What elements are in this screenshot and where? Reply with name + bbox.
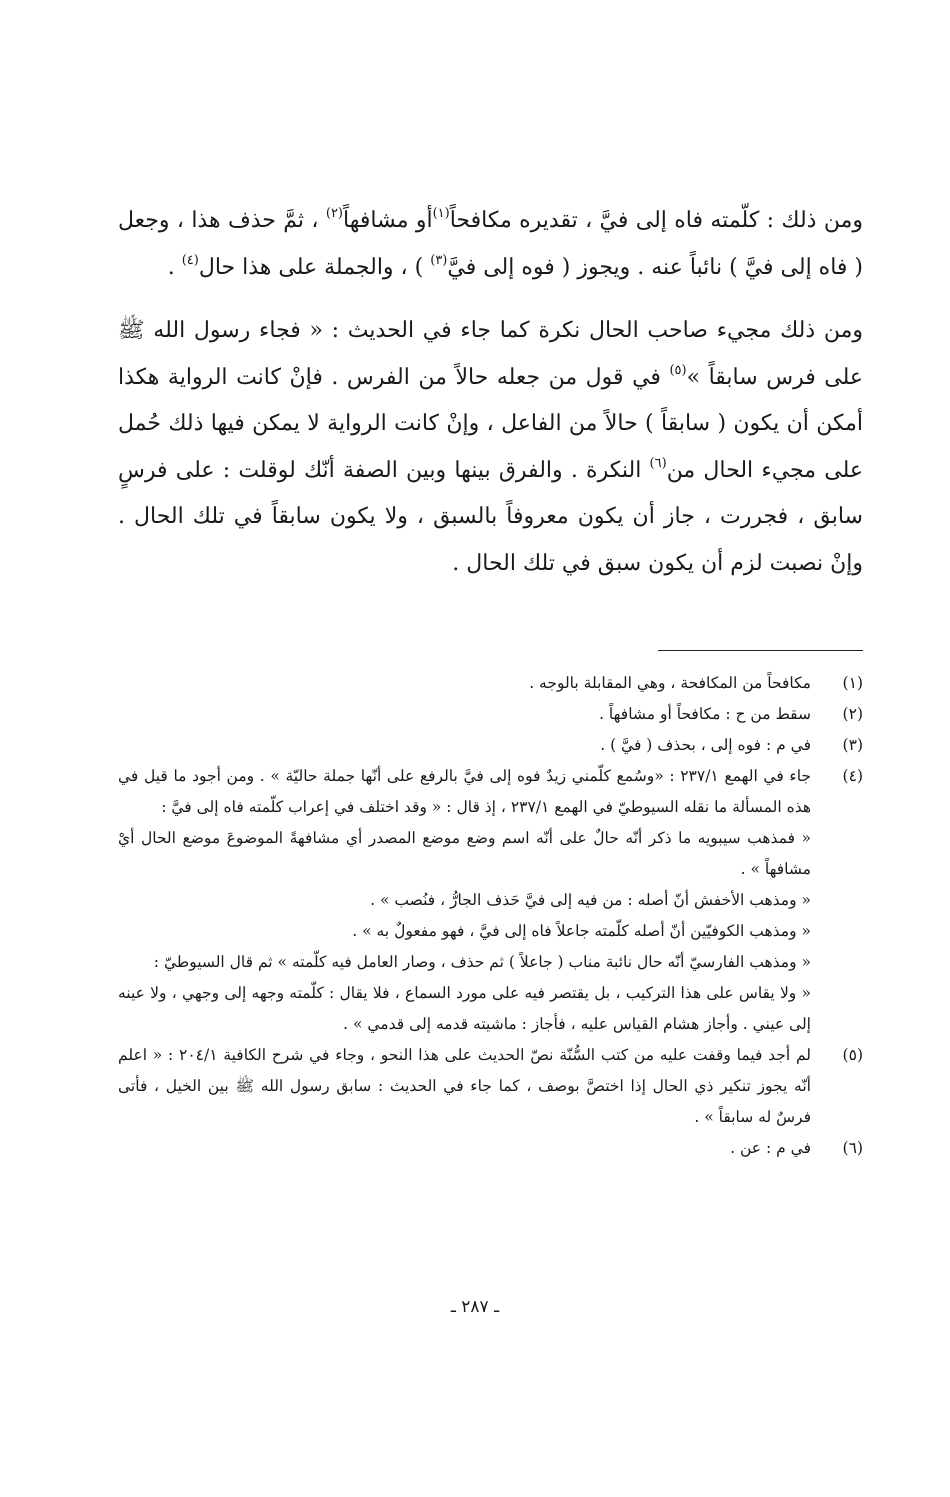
footnote-line: « ومذهب الفارسيّ أنّه حال نائبة مناب ( جاعلاً ) ثم حذف ، وصار العامل فيه كلّمته » ثم قال السيوطيّ : — [153, 953, 811, 971]
footnote-reference: (٢) — [325, 206, 343, 221]
footnote-number: (٦) — [842, 1139, 863, 1157]
text-segment: أو مشافهاً — [343, 208, 433, 233]
footnote — [118, 761, 863, 1040]
footnote — [118, 730, 863, 761]
footnote-text — [118, 1133, 811, 1164]
text-segment: ومن ذلك : كلّمته فاه إلى فيَّ ، تقديره مكافحاً — [449, 208, 863, 233]
footnote-text — [118, 761, 811, 1040]
main-text — [118, 198, 863, 587]
footnotes — [118, 668, 863, 1164]
paragraph — [118, 198, 863, 291]
footnote-line: سقط من ح : مكافحاً أو مشافهاً . — [599, 705, 811, 723]
footnote — [118, 1133, 863, 1164]
footnote-text — [118, 1040, 811, 1133]
text-segment: النكرة . والفرق بينها وبين الصفة أنّك لوقلت : على فرسٍ سابق ، فجررت ، جاز أن يكون معروفاً بالسبق ، ولا يكون سابقاً في تلك الحال . وإنْ نصبت لزم أن يكون سبق في تلك الحال . — [118, 457, 863, 576]
footnote-line: في م : فوه إلى ، بحذف ( فيَّ ) . — [600, 736, 811, 754]
footnote — [118, 668, 863, 699]
text-segment: ) ، والجملة على هذا حال — [198, 254, 431, 280]
footnote-line: لم أجد فيما وقفت عليه من كتب السُّنّة نصّ الحديث على هذا النحو ، وجاء في شرح الكافية ٢٠٤/١ : « اعلم أنّه يجوز تنكير ذي الحال إذا اختصَّ بوصف ، كما جاء في الحديث : سابق رسول الله ﷺ بين الخيل ، فأتى فرسٌ له سابقاً » . — [118, 1046, 811, 1126]
footnote-number: (٥) — [842, 1046, 863, 1064]
footnote-text — [118, 699, 811, 730]
footnote-line: جاء في الهمع ٢٣٧/١ : «وسُمع كلّمني زيدٌ فوه إلى فيَّ بالرفع على أنّها جملة حاليّة » . ومن أجود ما قيل في هذه المسألة ما نقله السيوطيّ في الهمع ٢٣٧/١ ، إذ قال : « وقد اختلف في إعراب كلّمته فاه إلى فيَّ : — [118, 767, 811, 816]
footnote — [118, 1040, 863, 1133]
footnote — [118, 699, 863, 730]
footnote-line: مكافحاً من المكافحة ، وهي المقابلة بالوجه . — [529, 674, 811, 692]
text-segment: . — [167, 254, 182, 280]
footnote-separator — [658, 650, 863, 651]
footnote-reference: (٤) — [181, 252, 199, 268]
footnote-line: « ولا يقاس على هذا التركيب ، بل يقتصر فيه على مورد السماع ، فلا يقال : كلّمته وجهه إلى وجهي ، ولا عينه إلى عيني . وأجاز هشام القياس عليه ، فأجاز : ماشيته قدمه إلى قدمي » . — [118, 984, 811, 1033]
footnote-number: (٣) — [842, 736, 863, 754]
text-segment: ، ثمَّ حذف هذا ، وجعل ( فاه إلى فيَّ ) نائباً عنه . ويجوز ( فوه إلى فيَّ — [118, 208, 863, 280]
footnote-line: في م : عن . — [730, 1139, 811, 1157]
footnote-number: (١) — [842, 674, 863, 692]
footnote-number: (٤) — [842, 767, 863, 785]
text-segment: في قول من جعله حالاً من الفرس . فإنْ كانت الرواية هكذا أمكن أن يكون ( سابقاً ) حالاً من الفاعل ، وإنْ كانت الرواية لا يمكن فيها ذلك حُمل على مجيء الحال من — [118, 364, 863, 483]
footnote-text — [118, 668, 811, 699]
footnote-reference: (٣) — [430, 252, 448, 268]
footnote-reference: (١) — [432, 206, 450, 221]
footnote-reference: (٥) — [669, 362, 687, 378]
text-segment: ومن ذلك مجيء صاحب الحال نكرة كما جاء في الحديث : « فجاء رسول الله ﷺ على فرس سابقاً » — [118, 318, 863, 390]
page-number: ـ ٢٨٧ ـ — [450, 1297, 500, 1317]
footnote-line: « ومذهب الكوفيّين أنّ أصله كلّمته جاعلاً فاه إلى فيَّ ، فهو مفعولٌ به » . — [352, 922, 811, 940]
footnote-line: « فمذهب سيبويه ما ذكر أنّه حالٌ على أنّه اسم وضع موضع المصدر أي مشافهةً الموضوعَ موضع الحال أيْ مشافهاً » . — [118, 829, 811, 878]
footnote-reference: (٦) — [649, 455, 667, 471]
footnote-text — [118, 730, 811, 761]
paragraph — [118, 308, 863, 587]
footnote-number: (٢) — [842, 705, 863, 723]
footnote-line: « ومذهب الأخفش أنّ أصله : من فيه إلى فيَّ حَذف الجارُّ ، فنُصب » . — [370, 891, 811, 909]
